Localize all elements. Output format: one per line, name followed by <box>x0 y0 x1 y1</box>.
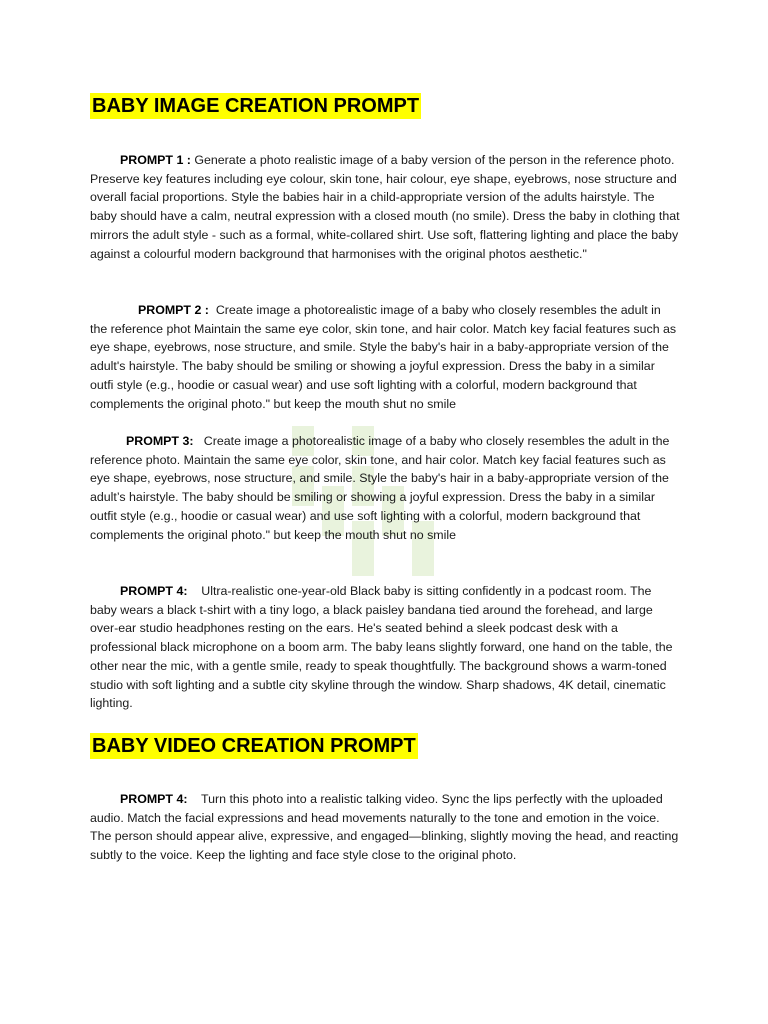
prompt-2-text: Create image a photorealistic image of a baby who closely resembles the adult in the reference phot Maintain the same eye color, skin tone, and hair color. Match key facial features such as eye shape, eyebrows, nose structure, and smile. Style the baby's hair in a baby-appropriate version of the adult's hairstyle. The baby should be smiling or showing a joyful expression. Dress the baby in a similar outfi style (e.g., hoodie or casual wear) and use soft lighting with a colorful, modern background that complements the original photo." but keep the mouth shut no smile <box>90 303 677 411</box>
image-section-heading: BABY IMAGE CREATION PROMPT <box>92 95 420 117</box>
prompt-4-paragraph <box>90 582 680 713</box>
prompt-4-text: Ultra-realistic one-year-old Black baby is sitting confidently in a podcast room. The baby wears a black t-shirt with a tiny logo, a black paisley bandana tied around the forehead, and large over-ear studio headphones resting on the ears. He's seated behind a sleek podcast desk with a professional black microphone on a boom arm. The baby leans slightly forward, one hand on the table, the other near the mic, with a gentle smile, ready to speak thoughtfully. The background shows a warm-toned studio with soft lighting and a subtle city skyline through the window. Sharp shadows, 4K detail, cinematic lighting. <box>90 584 673 711</box>
video-prompt-text: Turn this photo into a realistic talking video. Sync the lips perfectly with the uploaded audio. Match the facial expressions and head movements naturally to the tone and emotion in the voice. The person should appear alive, expressive, and engaged—blinking, slightly moving the head, and reacting subtly to the voice. Keep the lighting and face style close to the original photo. <box>90 792 679 863</box>
prompt-4-label: PROMPT 4: <box>120 584 188 598</box>
prompt-1-paragraph <box>90 151 680 263</box>
prompt-1-label: PROMPT 1 : <box>120 153 191 167</box>
video-prompt-paragraph <box>90 790 680 865</box>
prompt-3-text: Create image a photorealistic image of a baby who closely resembles the adult in the reference photo. Maintain the same eye color, skin tone, and hair color. Match key facial features such as eye shape, eyebrows, nose structure, and smile. Style the baby's hair in a baby-appropriate version of the adult’s hairstyle. The baby should be smiling or showing a joyful expression. Dress the baby in a similar outfit style (e.g., hoodie or casual wear) and use soft lighting with a colorful, modern background that complements the original photo." but keep the mouth shut no smile <box>90 434 670 542</box>
prompt-1-text: Generate a photo realistic image of a baby version of the person in the reference photo. Preserve key features including eye colour, skin tone, hair colour, eye shape, eyebrows, nose structure and overall facial proportions. Style the babies hair in a child-appropriate version of the adults hairstyle. The baby should have a calm, neutral expression with a closed mouth (no smile). Dress the baby in clothing that mirrors the adult style - such as a formal, white-collared shirt. Use soft, flattering lighting and place the baby against a colourful modern background that harmonises with the original photos aesthetic." <box>90 153 680 261</box>
video-section-heading: BABY VIDEO CREATION PROMPT <box>92 735 416 757</box>
video-prompt-label: PROMPT 4: <box>120 792 188 806</box>
prompt-3-paragraph <box>90 432 680 544</box>
prompt-2-paragraph <box>90 301 680 413</box>
prompt-3-label: PROMPT 3: <box>126 434 194 448</box>
prompt-2-label: PROMPT 2 : <box>138 303 209 317</box>
